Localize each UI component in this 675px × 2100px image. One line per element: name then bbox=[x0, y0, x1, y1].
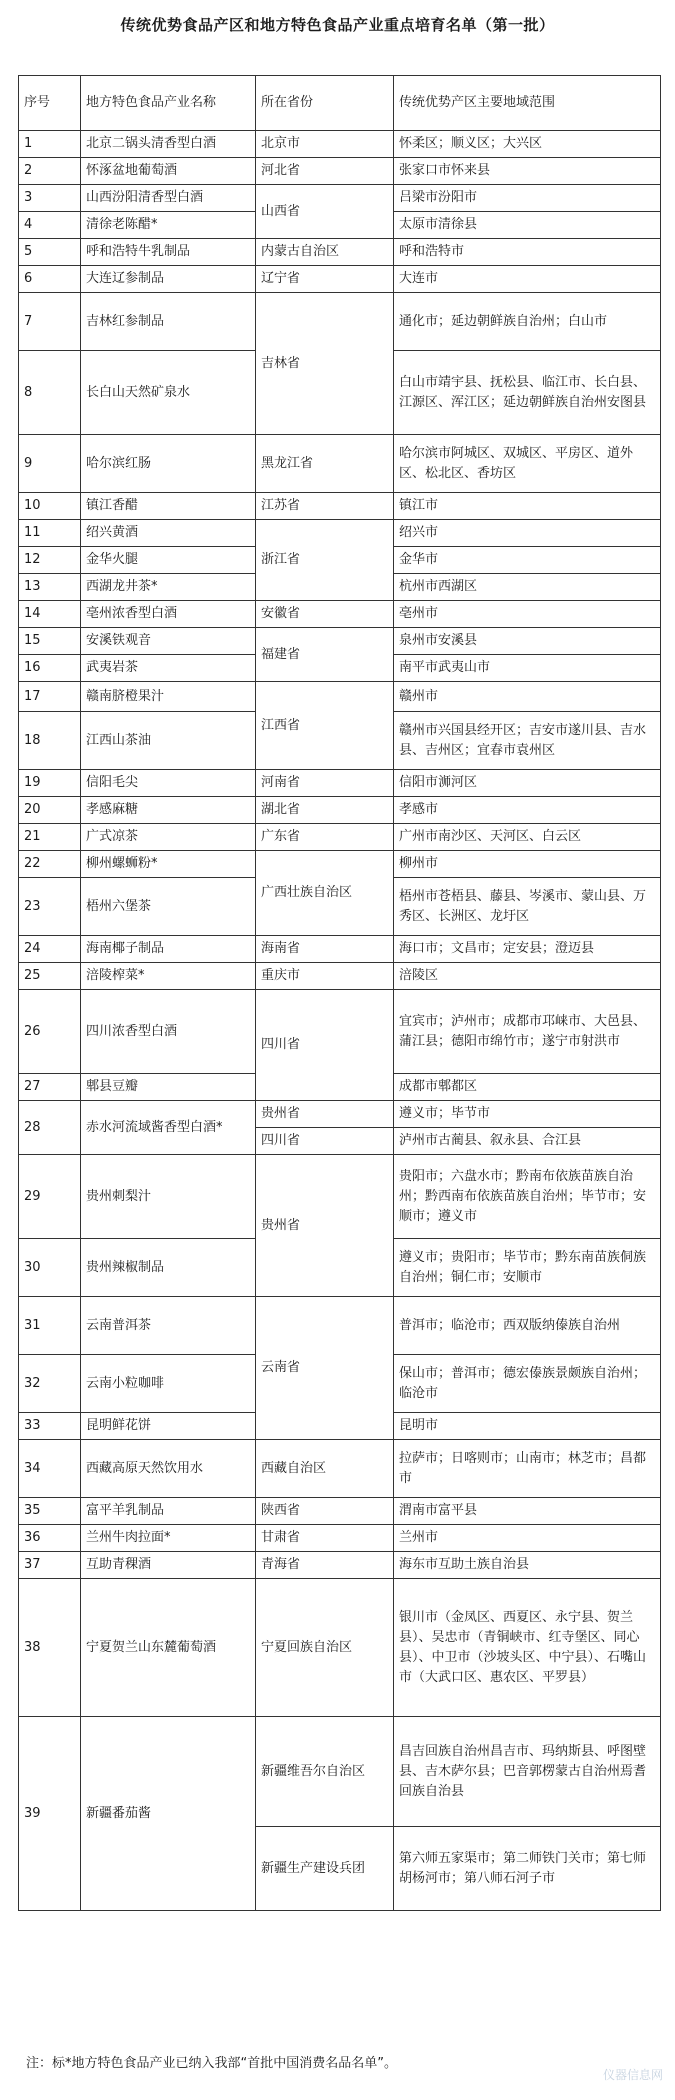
cell-region: 海东市互助土族自治县 bbox=[394, 1552, 661, 1579]
cell-industry: 江西山茶油 bbox=[81, 712, 256, 770]
cell-province: 吉林省 bbox=[256, 293, 394, 435]
table-row bbox=[19, 1440, 661, 1498]
cell-industry: 梧州六堡茶 bbox=[81, 878, 256, 936]
cell-no: 39 bbox=[19, 1717, 81, 1911]
cell-no: 12 bbox=[19, 547, 81, 574]
cell-province: 广东省 bbox=[256, 824, 394, 851]
cell-province: 甘肃省 bbox=[256, 1525, 394, 1552]
cell-region: 泸州市古蔺县、叙永县、合江县 bbox=[394, 1128, 661, 1155]
cell-region: 吕梁市汾阳市 bbox=[394, 185, 661, 212]
cell-industry: 广式凉茶 bbox=[81, 824, 256, 851]
data-table bbox=[18, 75, 661, 1911]
cell-no: 17 bbox=[19, 682, 81, 712]
cell-province: 江苏省 bbox=[256, 493, 394, 520]
watermark-logo: 仪器信息网 bbox=[602, 2068, 663, 2082]
cell-no: 8 bbox=[19, 351, 81, 435]
cell-region: 白山市靖宇县、抚松县、临江市、长白县、江源区、浑江区；延边朝鲜族自治州安图县 bbox=[394, 351, 661, 435]
table-row bbox=[19, 435, 661, 493]
cell-region: 昆明市 bbox=[394, 1413, 661, 1440]
cell-region: 成都市郫都区 bbox=[394, 1074, 661, 1101]
cell-region: 亳州市 bbox=[394, 601, 661, 628]
cell-region: 赣州市兴国县经开区；吉安市遂川县、吉水县、吉州区；宜春市袁州区 bbox=[394, 712, 661, 770]
cell-region: 呼和浩特市 bbox=[394, 239, 661, 266]
cell-no: 7 bbox=[19, 293, 81, 351]
cell-no: 18 bbox=[19, 712, 81, 770]
cell-no: 36 bbox=[19, 1525, 81, 1552]
cell-industry: 四川浓香型白酒 bbox=[81, 990, 256, 1074]
cell-region: 兰州市 bbox=[394, 1525, 661, 1552]
cell-region: 太原市清徐县 bbox=[394, 212, 661, 239]
cell-region: 赣州市 bbox=[394, 682, 661, 712]
cell-no: 15 bbox=[19, 628, 81, 655]
cell-industry: 云南小粒咖啡 bbox=[81, 1355, 256, 1413]
header-industry: 地方特色食品产业名称 bbox=[81, 76, 256, 131]
cell-region: 渭南市富平县 bbox=[394, 1498, 661, 1525]
cell-province: 海南省 bbox=[256, 936, 394, 963]
cell-region: 镇江市 bbox=[394, 493, 661, 520]
cell-province: 北京市 bbox=[256, 131, 394, 158]
cell-no: 5 bbox=[19, 239, 81, 266]
cell-region: 遵义市；贵阳市；毕节市；黔东南苗族侗族自治州；铜仁市；安顺市 bbox=[394, 1239, 661, 1297]
cell-industry: 宁夏贺兰山东麓葡萄酒 bbox=[81, 1579, 256, 1717]
cell-region: 金华市 bbox=[394, 547, 661, 574]
table-row bbox=[19, 628, 661, 655]
cell-industry: 安溪铁观音 bbox=[81, 628, 256, 655]
cell-industry: 大连辽参制品 bbox=[81, 266, 256, 293]
table-row bbox=[19, 1297, 661, 1355]
cell-industry: 赤水河流域酱香型白酒* bbox=[81, 1101, 256, 1155]
cell-no: 2 bbox=[19, 158, 81, 185]
cell-province: 西藏自治区 bbox=[256, 1440, 394, 1498]
cell-industry: 柳州螺蛳粉* bbox=[81, 851, 256, 878]
table-row bbox=[19, 1498, 661, 1525]
cell-industry: 镇江香醋 bbox=[81, 493, 256, 520]
cell-province: 四川省 bbox=[256, 1128, 394, 1155]
cell-province: 江西省 bbox=[256, 682, 394, 770]
footnote: 注：标*地方特色食品产业已纳入我部“首批中国消费名品名单”。 bbox=[26, 2056, 397, 2071]
cell-region: 信阳市浉河区 bbox=[394, 770, 661, 797]
cell-no: 14 bbox=[19, 601, 81, 628]
cell-province: 内蒙古自治区 bbox=[256, 239, 394, 266]
table-row bbox=[19, 520, 661, 547]
cell-region: 孝感市 bbox=[394, 797, 661, 824]
cell-no: 29 bbox=[19, 1155, 81, 1239]
cell-no: 30 bbox=[19, 1239, 81, 1297]
cell-industry: 贵州辣椒制品 bbox=[81, 1239, 256, 1297]
table-row bbox=[19, 797, 661, 824]
cell-province: 青海省 bbox=[256, 1552, 394, 1579]
cell-no: 13 bbox=[19, 574, 81, 601]
cell-region: 梧州市苍梧县、藤县、岑溪市、蒙山县、万秀区、长洲区、龙圩区 bbox=[394, 878, 661, 936]
cell-industry: 金华火腿 bbox=[81, 547, 256, 574]
cell-industry: 吉林红参制品 bbox=[81, 293, 256, 351]
cell-province: 湖北省 bbox=[256, 797, 394, 824]
table-row bbox=[19, 990, 661, 1074]
table-row bbox=[19, 293, 661, 351]
cell-province: 安徽省 bbox=[256, 601, 394, 628]
cell-no: 24 bbox=[19, 936, 81, 963]
table-row bbox=[19, 824, 661, 851]
table-row bbox=[19, 158, 661, 185]
cell-industry: 新疆番茄酱 bbox=[81, 1717, 256, 1911]
cell-region: 普洱市；临沧市；西双版纳傣族自治州 bbox=[394, 1297, 661, 1355]
cell-no: 1 bbox=[19, 131, 81, 158]
cell-province: 四川省 bbox=[256, 990, 394, 1101]
cell-region: 张家口市怀来县 bbox=[394, 158, 661, 185]
cell-no: 19 bbox=[19, 770, 81, 797]
cell-industry: 西藏高原天然饮用水 bbox=[81, 1440, 256, 1498]
cell-industry: 亳州浓香型白酒 bbox=[81, 601, 256, 628]
cell-province: 辽宁省 bbox=[256, 266, 394, 293]
table-row bbox=[19, 493, 661, 520]
cell-no: 16 bbox=[19, 655, 81, 682]
cell-region: 遵义市；毕节市 bbox=[394, 1101, 661, 1128]
table-row bbox=[19, 239, 661, 266]
cell-industry: 长白山天然矿泉水 bbox=[81, 351, 256, 435]
table-row bbox=[19, 131, 661, 158]
cell-province: 广西壮族自治区 bbox=[256, 851, 394, 936]
cell-province: 云南省 bbox=[256, 1297, 394, 1440]
cell-province: 黑龙江省 bbox=[256, 435, 394, 493]
table-row bbox=[19, 936, 661, 963]
cell-industry: 怀涿盆地葡萄酒 bbox=[81, 158, 256, 185]
cell-province: 宁夏回族自治区 bbox=[256, 1579, 394, 1717]
cell-no: 6 bbox=[19, 266, 81, 293]
cell-no: 22 bbox=[19, 851, 81, 878]
header-province: 所在省份 bbox=[256, 76, 394, 131]
cell-industry: 互助青稞酒 bbox=[81, 1552, 256, 1579]
header-region: 传统优势产区主要地域范围 bbox=[394, 76, 661, 131]
table-header-row bbox=[19, 76, 661, 131]
cell-industry: 清徐老陈醋* bbox=[81, 212, 256, 239]
cell-industry: 郫县豆瓣 bbox=[81, 1074, 256, 1101]
cell-province: 贵州省 bbox=[256, 1101, 394, 1128]
table-row bbox=[19, 770, 661, 797]
cell-province: 重庆市 bbox=[256, 963, 394, 990]
table-row bbox=[19, 851, 661, 878]
cell-region: 贵阳市；六盘水市；黔南布依族苗族自治州；黔西南布依族苗族自治州；毕节市；安顺市；遵义市 bbox=[394, 1155, 661, 1239]
cell-no: 9 bbox=[19, 435, 81, 493]
cell-region: 保山市；普洱市；德宏傣族景颇族自治州；临沧市 bbox=[394, 1355, 661, 1413]
table-row bbox=[19, 1717, 661, 1827]
page-title: 传统优势食品产区和地方特色食品产业重点培育名单（第一批） bbox=[120, 16, 555, 34]
cell-no: 11 bbox=[19, 520, 81, 547]
cell-region: 绍兴市 bbox=[394, 520, 661, 547]
cell-no: 27 bbox=[19, 1074, 81, 1101]
table-row bbox=[19, 185, 661, 212]
cell-industry: 涪陵榨菜* bbox=[81, 963, 256, 990]
cell-region: 宜宾市；泸州市；成都市邛崃市、大邑县、蒲江县；德阳市绵竹市；遂宁市射洪市 bbox=[394, 990, 661, 1074]
cell-industry: 呼和浩特牛乳制品 bbox=[81, 239, 256, 266]
cell-no: 23 bbox=[19, 878, 81, 936]
cell-region: 拉萨市；日喀则市；山南市；林芝市；昌都市 bbox=[394, 1440, 661, 1498]
cell-no: 31 bbox=[19, 1297, 81, 1355]
header-no: 序号 bbox=[19, 76, 81, 131]
cell-industry: 昆明鲜花饼 bbox=[81, 1413, 256, 1440]
cell-no: 33 bbox=[19, 1413, 81, 1440]
cell-no: 28 bbox=[19, 1101, 81, 1155]
cell-region: 怀柔区；顺义区；大兴区 bbox=[394, 131, 661, 158]
cell-province: 新疆维吾尔自治区 bbox=[256, 1717, 394, 1827]
cell-region: 杭州市西湖区 bbox=[394, 574, 661, 601]
table-row bbox=[19, 1101, 661, 1128]
cell-no: 37 bbox=[19, 1552, 81, 1579]
cell-no: 10 bbox=[19, 493, 81, 520]
cell-region: 大连市 bbox=[394, 266, 661, 293]
cell-industry: 贵州刺梨汁 bbox=[81, 1155, 256, 1239]
cell-province: 河北省 bbox=[256, 158, 394, 185]
cell-industry: 绍兴黄酒 bbox=[81, 520, 256, 547]
cell-industry: 哈尔滨红肠 bbox=[81, 435, 256, 493]
cell-region: 海口市；文昌市；定安县；澄迈县 bbox=[394, 936, 661, 963]
table-row bbox=[19, 1525, 661, 1552]
cell-no: 3 bbox=[19, 185, 81, 212]
cell-no: 38 bbox=[19, 1579, 81, 1717]
cell-industry: 信阳毛尖 bbox=[81, 770, 256, 797]
cell-no: 26 bbox=[19, 990, 81, 1074]
cell-region: 广州市南沙区、天河区、白云区 bbox=[394, 824, 661, 851]
cell-province: 贵州省 bbox=[256, 1155, 394, 1297]
table-row bbox=[19, 1155, 661, 1239]
cell-region: 昌吉回族自治州昌吉市、玛纳斯县、呼图壁县、吉木萨尔县；巴音郭楞蒙古自治州焉耆回族自治县 bbox=[394, 1717, 661, 1827]
table-row bbox=[19, 963, 661, 990]
cell-industry: 海南椰子制品 bbox=[81, 936, 256, 963]
cell-no: 25 bbox=[19, 963, 81, 990]
cell-no: 35 bbox=[19, 1498, 81, 1525]
cell-province: 浙江省 bbox=[256, 520, 394, 601]
cell-industry: 北京二锅头清香型白酒 bbox=[81, 131, 256, 158]
cell-industry: 孝感麻糖 bbox=[81, 797, 256, 824]
cell-industry: 云南普洱茶 bbox=[81, 1297, 256, 1355]
cell-no: 34 bbox=[19, 1440, 81, 1498]
cell-region: 南平市武夷山市 bbox=[394, 655, 661, 682]
cell-no: 20 bbox=[19, 797, 81, 824]
cell-region: 哈尔滨市阿城区、双城区、平房区、道外区、松北区、香坊区 bbox=[394, 435, 661, 493]
cell-province: 陕西省 bbox=[256, 1498, 394, 1525]
cell-industry: 西湖龙井茶* bbox=[81, 574, 256, 601]
cell-province: 福建省 bbox=[256, 628, 394, 682]
table-row bbox=[19, 601, 661, 628]
table-row bbox=[19, 1579, 661, 1717]
cell-province: 新疆生产建设兵团 bbox=[256, 1827, 394, 1911]
cell-industry: 兰州牛肉拉面* bbox=[81, 1525, 256, 1552]
cell-region: 通化市；延边朝鲜族自治州；白山市 bbox=[394, 293, 661, 351]
cell-region: 涪陵区 bbox=[394, 963, 661, 990]
cell-region: 柳州市 bbox=[394, 851, 661, 878]
cell-industry: 赣南脐橙果汁 bbox=[81, 682, 256, 712]
cell-industry: 武夷岩茶 bbox=[81, 655, 256, 682]
cell-province: 山西省 bbox=[256, 185, 394, 239]
cell-industry: 山西汾阳清香型白酒 bbox=[81, 185, 256, 212]
cell-region: 银川市（金凤区、西夏区、永宁县、贺兰县）、吴忠市（青铜峡市、红寺堡区、同心县）、中卫市（沙坡头区、中宁县）、石嘴山市（大武口区、惠农区、平罗县） bbox=[394, 1579, 661, 1717]
table-row bbox=[19, 266, 661, 293]
table-row bbox=[19, 682, 661, 712]
cell-no: 4 bbox=[19, 212, 81, 239]
cell-no: 21 bbox=[19, 824, 81, 851]
cell-province: 河南省 bbox=[256, 770, 394, 797]
cell-region: 第六师五家渠市；第二师铁门关市；第七师胡杨河市；第八师石河子市 bbox=[394, 1827, 661, 1911]
table-row bbox=[19, 1552, 661, 1579]
cell-no: 32 bbox=[19, 1355, 81, 1413]
cell-industry: 富平羊乳制品 bbox=[81, 1498, 256, 1525]
cell-region: 泉州市安溪县 bbox=[394, 628, 661, 655]
